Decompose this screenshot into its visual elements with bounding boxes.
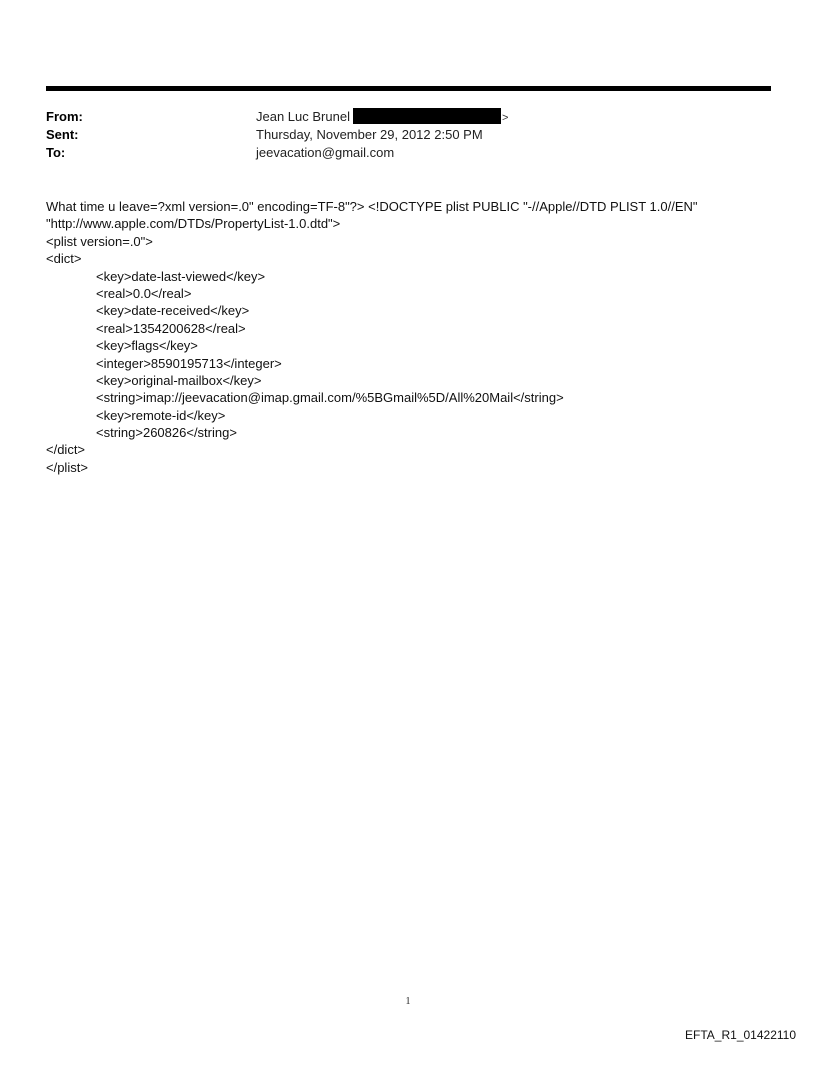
to-value: jeevacation@gmail.com — [256, 145, 395, 160]
from-label: From: — [46, 109, 83, 124]
body-line: <key>remote-id</key> — [96, 407, 226, 423]
sent-value: Thursday, November 29, 2012 2:50 PM — [256, 127, 483, 142]
from-row — [46, 108, 771, 126]
body-line: What time u leave=?xml version=.0" encoding=TF-8"?> <!DOCTYPE plist PUBLIC "-//Apple//DTD PLIST 1.0//EN" — [46, 199, 698, 214]
redaction-box — [353, 108, 501, 124]
body-line: <string>imap://jeevacation@imap.gmail.com/%5BGmail%5D/All%20Mail</string> — [96, 390, 564, 406]
from-tail: > — [501, 112, 509, 124]
email-body — [46, 198, 771, 476]
body-line: </dict> — [46, 442, 86, 458]
body-line: <integer>8590195713</integer> — [96, 355, 282, 371]
to-label: To: — [46, 145, 66, 160]
body-line: <key>date-last-viewed</key> — [96, 268, 266, 284]
from-value — [256, 108, 508, 127]
body-line: <string>260826</string> — [96, 425, 237, 441]
body-line: <plist version=.0"> — [46, 233, 153, 249]
body-line: <key>date-received</key> — [96, 303, 250, 319]
sent-row — [46, 126, 771, 144]
body-line: <key>original-mailbox</key> — [96, 372, 262, 388]
page-number: 1 — [405, 996, 411, 1007]
bates-number: EFTA_R1_01422110 — [685, 1028, 796, 1042]
body-line: </plist> — [46, 459, 88, 475]
body-line: <dict> — [46, 251, 82, 267]
sent-label: Sent: — [46, 127, 79, 142]
body-line: <key>flags</key> — [96, 338, 198, 354]
body-line: <real>0.0</real> — [96, 285, 192, 301]
from-name: Jean Luc Brunel — [256, 109, 350, 124]
body-line: <real>1354200628</real> — [96, 320, 246, 336]
email-header — [46, 108, 771, 162]
header-rule — [46, 86, 771, 91]
body-line: "http://www.apple.com/DTDs/PropertyList-1.0.dtd"> — [46, 216, 341, 232]
to-row — [46, 144, 771, 162]
